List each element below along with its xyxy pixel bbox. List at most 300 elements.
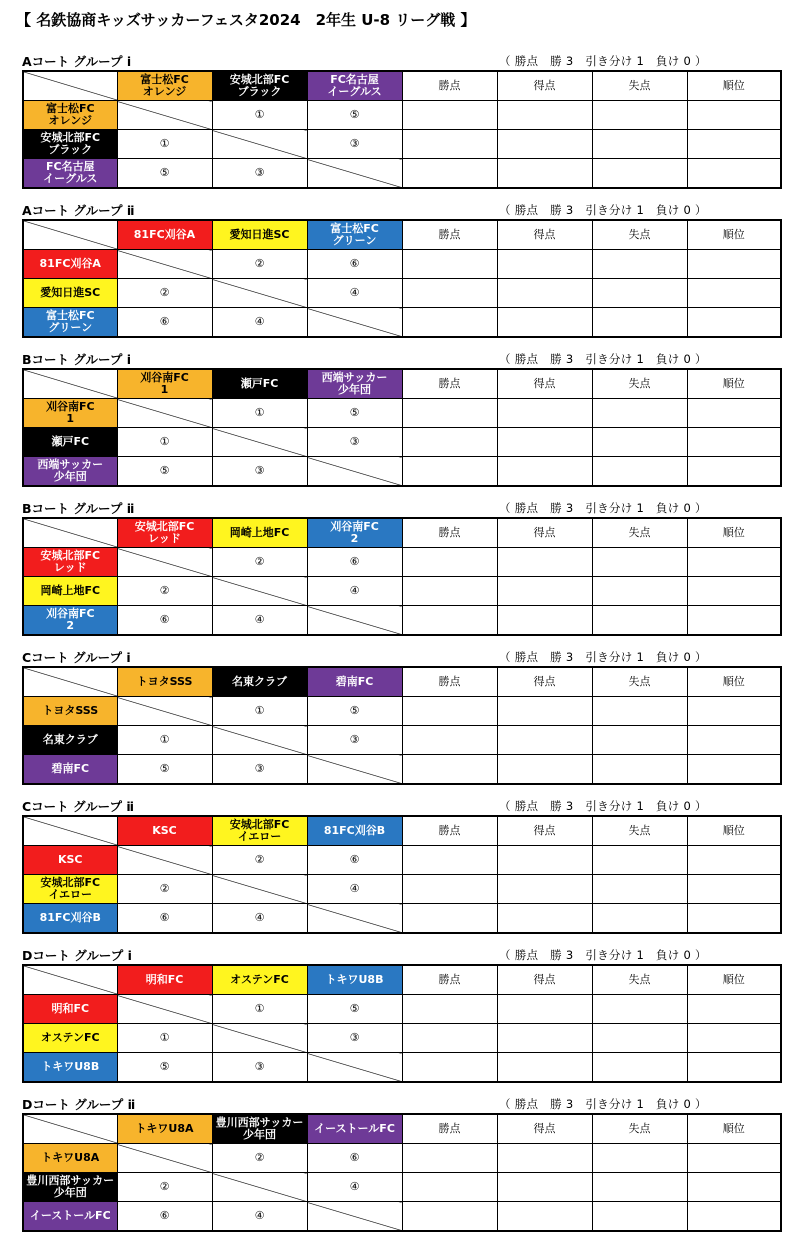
team-row-label: 富士松FC オレンジ xyxy=(23,101,117,130)
result-cell xyxy=(497,399,592,428)
points-rule: （ 勝点 勝 3 引き分け 1 負け 0 ） xyxy=(499,948,707,962)
team-header: 刈谷南FC 2 xyxy=(307,518,402,548)
result-cell xyxy=(687,250,781,279)
result-cell xyxy=(402,875,497,904)
league-table xyxy=(22,815,782,934)
result-cell xyxy=(592,428,687,457)
table-row xyxy=(23,130,781,159)
self-match-cell xyxy=(117,548,212,577)
self-match-cell xyxy=(212,279,307,308)
result-cell xyxy=(592,904,687,934)
result-cell xyxy=(687,101,781,130)
result-cell xyxy=(402,159,497,189)
group-name: Aコート グループ ⅱ xyxy=(22,203,135,218)
match-order-cell: ⑤ xyxy=(117,159,212,189)
result-cell xyxy=(687,846,781,875)
result-cell xyxy=(402,904,497,934)
corner-cell xyxy=(23,816,117,846)
match-order-cell: ⑤ xyxy=(307,399,402,428)
result-cell xyxy=(592,1053,687,1083)
table-row xyxy=(23,875,781,904)
result-cell xyxy=(687,875,781,904)
match-order-cell: ④ xyxy=(307,279,402,308)
result-cell xyxy=(592,250,687,279)
corner-cell xyxy=(23,369,117,399)
team-row-label: 岡崎上地FC xyxy=(23,577,117,606)
result-cell xyxy=(687,726,781,755)
result-cell xyxy=(402,548,497,577)
match-order-cell: ③ xyxy=(212,457,307,487)
team-row-label: 81FC刈谷B xyxy=(23,904,117,934)
result-cell xyxy=(402,279,497,308)
stat-header: 勝点 xyxy=(402,965,497,995)
stat-header: 得点 xyxy=(497,518,592,548)
team-row-label: オステンFC xyxy=(23,1024,117,1053)
table-row xyxy=(23,846,781,875)
group-header xyxy=(22,350,780,368)
self-match-cell xyxy=(307,159,402,189)
result-cell xyxy=(687,697,781,726)
result-cell xyxy=(402,697,497,726)
table-header-row xyxy=(23,220,781,250)
group-name: Dコート グループ ⅱ xyxy=(22,1097,136,1112)
team-header: イーストールFC xyxy=(307,1114,402,1144)
stat-header: 勝点 xyxy=(402,71,497,101)
result-cell xyxy=(687,995,781,1024)
league-group xyxy=(22,946,780,1083)
page-title: 【 名鉄協商キッズサッカーフェスタ2024 2年生 U-8 リーグ戦 】 xyxy=(16,11,476,29)
match-order-cell: ① xyxy=(117,1024,212,1053)
team-header: 明和FC xyxy=(117,965,212,995)
result-cell xyxy=(592,279,687,308)
match-order-cell: ⑥ xyxy=(117,606,212,636)
result-cell xyxy=(592,159,687,189)
result-cell xyxy=(497,1173,592,1202)
league-group xyxy=(22,350,780,487)
result-cell xyxy=(687,279,781,308)
team-row-label: 豊川西部サッカー 少年団 xyxy=(23,1173,117,1202)
match-order-cell: ① xyxy=(117,726,212,755)
result-cell xyxy=(402,1173,497,1202)
table-row xyxy=(23,755,781,785)
league-table xyxy=(22,219,782,338)
table-row xyxy=(23,726,781,755)
points-rule: （ 勝点 勝 3 引き分け 1 負け 0 ） xyxy=(499,54,707,68)
table-row xyxy=(23,577,781,606)
team-header: 81FC刈谷B xyxy=(307,816,402,846)
league-table xyxy=(22,70,782,189)
table-row xyxy=(23,457,781,487)
table-row xyxy=(23,159,781,189)
self-match-cell xyxy=(307,755,402,785)
team-header: 安城北部FC レッド xyxy=(117,518,212,548)
result-cell xyxy=(402,726,497,755)
result-cell xyxy=(592,726,687,755)
team-header: 岡崎上地FC xyxy=(212,518,307,548)
table-row xyxy=(23,101,781,130)
stat-header: 得点 xyxy=(497,816,592,846)
result-cell xyxy=(497,1024,592,1053)
result-cell xyxy=(592,457,687,487)
result-cell xyxy=(402,130,497,159)
stat-header: 失点 xyxy=(592,816,687,846)
match-order-cell: ⑥ xyxy=(307,250,402,279)
team-header: 81FC刈谷A xyxy=(117,220,212,250)
result-cell xyxy=(592,995,687,1024)
team-row-label: 安城北部FC イエロー xyxy=(23,875,117,904)
table-row xyxy=(23,279,781,308)
match-order-cell: ④ xyxy=(212,904,307,934)
result-cell xyxy=(592,606,687,636)
result-cell xyxy=(402,846,497,875)
result-cell xyxy=(402,399,497,428)
team-header: 西端サッカー 少年団 xyxy=(307,369,402,399)
group-header xyxy=(22,201,780,219)
stat-header: 勝点 xyxy=(402,518,497,548)
team-row-label: 安城北部FC レッド xyxy=(23,548,117,577)
points-rule: （ 勝点 勝 3 引き分け 1 負け 0 ） xyxy=(499,799,707,813)
stat-header: 失点 xyxy=(592,369,687,399)
group-header xyxy=(22,499,780,517)
league-group xyxy=(22,797,780,934)
result-cell xyxy=(402,308,497,338)
self-match-cell xyxy=(117,846,212,875)
match-order-cell: ④ xyxy=(212,606,307,636)
table-row xyxy=(23,1173,781,1202)
result-cell xyxy=(592,1202,687,1232)
stat-header: 得点 xyxy=(497,369,592,399)
match-order-cell: ⑥ xyxy=(117,904,212,934)
self-match-cell xyxy=(212,130,307,159)
team-row-label: トキワU8B xyxy=(23,1053,117,1083)
group-name: Aコート グループ ⅰ xyxy=(22,54,132,69)
stat-header: 勝点 xyxy=(402,1114,497,1144)
result-cell xyxy=(497,428,592,457)
result-cell xyxy=(402,428,497,457)
stat-header: 失点 xyxy=(592,667,687,697)
result-cell xyxy=(592,697,687,726)
result-cell xyxy=(402,606,497,636)
result-cell xyxy=(497,995,592,1024)
group-header xyxy=(22,797,780,815)
team-header: 名東クラブ xyxy=(212,667,307,697)
match-order-cell: ④ xyxy=(307,875,402,904)
stat-header: 順位 xyxy=(687,1114,781,1144)
league-table xyxy=(22,517,782,636)
result-cell xyxy=(687,755,781,785)
league-table xyxy=(22,1113,782,1232)
match-order-cell: ④ xyxy=(307,1173,402,1202)
self-match-cell xyxy=(212,577,307,606)
result-cell xyxy=(592,130,687,159)
result-cell xyxy=(497,548,592,577)
team-row-label: 富士松FC グリーン xyxy=(23,308,117,338)
result-cell xyxy=(497,308,592,338)
group-header xyxy=(22,52,780,70)
match-order-cell: ③ xyxy=(212,755,307,785)
match-order-cell: ① xyxy=(117,428,212,457)
result-cell xyxy=(592,1173,687,1202)
table-row xyxy=(23,428,781,457)
self-match-cell xyxy=(307,606,402,636)
points-rule: （ 勝点 勝 3 引き分け 1 負け 0 ） xyxy=(499,501,707,515)
group-name: Dコート グループ ⅰ xyxy=(22,948,132,963)
points-rule: （ 勝点 勝 3 引き分け 1 負け 0 ） xyxy=(499,650,707,664)
stat-header: 勝点 xyxy=(402,667,497,697)
corner-cell xyxy=(23,220,117,250)
stat-header: 順位 xyxy=(687,667,781,697)
match-order-cell: ① xyxy=(212,101,307,130)
team-header: 碧南FC xyxy=(307,667,402,697)
league-table xyxy=(22,666,782,785)
result-cell xyxy=(402,1053,497,1083)
result-cell xyxy=(592,875,687,904)
league-group xyxy=(22,201,780,338)
team-header: トヨタSSS xyxy=(117,667,212,697)
team-row-label: トキワU8A xyxy=(23,1144,117,1173)
team-row-label: 刈谷南FC 1 xyxy=(23,399,117,428)
match-order-cell: ⑥ xyxy=(307,548,402,577)
self-match-cell xyxy=(117,101,212,130)
table-row xyxy=(23,697,781,726)
table-row xyxy=(23,1144,781,1173)
group-header xyxy=(22,648,780,666)
table-header-row xyxy=(23,965,781,995)
stat-header: 得点 xyxy=(497,1114,592,1144)
table-row xyxy=(23,606,781,636)
result-cell xyxy=(497,726,592,755)
team-header: トキワU8B xyxy=(307,965,402,995)
self-match-cell xyxy=(117,995,212,1024)
team-header: FC名古屋 イーグルス xyxy=(307,71,402,101)
result-cell xyxy=(497,606,592,636)
result-cell xyxy=(687,1144,781,1173)
table-row xyxy=(23,995,781,1024)
match-order-cell: ③ xyxy=(212,1053,307,1083)
league-table xyxy=(22,368,782,487)
result-cell xyxy=(497,875,592,904)
stat-header: 順位 xyxy=(687,369,781,399)
team-header: KSC xyxy=(117,816,212,846)
table-row xyxy=(23,1024,781,1053)
points-rule: （ 勝点 勝 3 引き分け 1 負け 0 ） xyxy=(499,352,707,366)
result-cell xyxy=(402,577,497,606)
match-order-cell: ④ xyxy=(212,308,307,338)
result-cell xyxy=(402,1202,497,1232)
match-order-cell: ② xyxy=(212,548,307,577)
result-cell xyxy=(687,1024,781,1053)
match-order-cell: ③ xyxy=(307,1024,402,1053)
result-cell xyxy=(402,457,497,487)
stat-header: 得点 xyxy=(497,71,592,101)
self-match-cell xyxy=(307,457,402,487)
league-group xyxy=(22,52,780,189)
result-cell xyxy=(497,1053,592,1083)
result-cell xyxy=(592,846,687,875)
team-header: 富士松FC オレンジ xyxy=(117,71,212,101)
team-header: 富士松FC グリーン xyxy=(307,220,402,250)
self-match-cell xyxy=(117,697,212,726)
corner-cell xyxy=(23,518,117,548)
self-match-cell xyxy=(212,1024,307,1053)
points-rule: （ 勝点 勝 3 引き分け 1 負け 0 ） xyxy=(499,1097,707,1111)
result-cell xyxy=(497,1144,592,1173)
self-match-cell xyxy=(212,875,307,904)
match-order-cell: ⑤ xyxy=(307,697,402,726)
result-cell xyxy=(592,399,687,428)
team-header: 愛知日進SC xyxy=(212,220,307,250)
result-cell xyxy=(497,279,592,308)
stat-header: 失点 xyxy=(592,518,687,548)
result-cell xyxy=(687,308,781,338)
self-match-cell xyxy=(212,428,307,457)
result-cell xyxy=(592,548,687,577)
table-header-row xyxy=(23,1114,781,1144)
result-cell xyxy=(497,130,592,159)
stat-header: 失点 xyxy=(592,1114,687,1144)
league-group xyxy=(22,1095,780,1232)
result-cell xyxy=(402,995,497,1024)
match-order-cell: ② xyxy=(117,577,212,606)
team-header: 安城北部FC イエロー xyxy=(212,816,307,846)
match-order-cell: ② xyxy=(212,846,307,875)
match-order-cell: ⑤ xyxy=(307,995,402,1024)
match-order-cell: ⑥ xyxy=(307,846,402,875)
group-header xyxy=(22,946,780,964)
self-match-cell xyxy=(117,399,212,428)
match-order-cell: ② xyxy=(212,250,307,279)
league-group xyxy=(22,648,780,785)
team-row-label: 81FC刈谷A xyxy=(23,250,117,279)
match-order-cell: ① xyxy=(117,130,212,159)
result-cell xyxy=(497,1202,592,1232)
result-cell xyxy=(592,308,687,338)
self-match-cell xyxy=(117,1144,212,1173)
points-rule: （ 勝点 勝 3 引き分け 1 負け 0 ） xyxy=(499,203,707,217)
result-cell xyxy=(402,250,497,279)
team-row-label: 安城北部FC ブラック xyxy=(23,130,117,159)
match-order-cell: ① xyxy=(212,995,307,1024)
result-cell xyxy=(497,577,592,606)
team-row-label: 刈谷南FC 2 xyxy=(23,606,117,636)
team-row-label: 碧南FC xyxy=(23,755,117,785)
self-match-cell xyxy=(307,1053,402,1083)
result-cell xyxy=(687,904,781,934)
match-order-cell: ⑤ xyxy=(117,755,212,785)
team-row-label: 愛知日進SC xyxy=(23,279,117,308)
team-row-label: FC名古屋 イーグルス xyxy=(23,159,117,189)
team-header: トキワU8A xyxy=(117,1114,212,1144)
match-order-cell: ① xyxy=(212,697,307,726)
match-order-cell: ③ xyxy=(307,428,402,457)
match-order-cell: ⑥ xyxy=(117,308,212,338)
result-cell xyxy=(687,1053,781,1083)
result-cell xyxy=(687,457,781,487)
stat-header: 失点 xyxy=(592,220,687,250)
match-order-cell: ② xyxy=(117,875,212,904)
corner-cell xyxy=(23,667,117,697)
stat-header: 勝点 xyxy=(402,816,497,846)
team-header: 豊川西部サッカー 少年団 xyxy=(212,1114,307,1144)
stat-header: 勝点 xyxy=(402,220,497,250)
stat-header: 順位 xyxy=(687,965,781,995)
result-cell xyxy=(592,1144,687,1173)
result-cell xyxy=(687,159,781,189)
self-match-cell xyxy=(307,1202,402,1232)
team-row-label: 名東クラブ xyxy=(23,726,117,755)
match-order-cell: ③ xyxy=(212,159,307,189)
stat-header: 勝点 xyxy=(402,369,497,399)
match-order-cell: ⑥ xyxy=(117,1202,212,1232)
table-row xyxy=(23,1053,781,1083)
result-cell xyxy=(497,904,592,934)
team-row-label: 瀬戸FC xyxy=(23,428,117,457)
result-cell xyxy=(592,755,687,785)
result-cell xyxy=(497,846,592,875)
result-cell xyxy=(497,755,592,785)
corner-cell xyxy=(23,71,117,101)
match-order-cell: ③ xyxy=(307,130,402,159)
self-match-cell xyxy=(212,726,307,755)
stat-header: 得点 xyxy=(497,667,592,697)
match-order-cell: ④ xyxy=(307,577,402,606)
result-cell xyxy=(687,577,781,606)
result-cell xyxy=(402,1144,497,1173)
result-cell xyxy=(402,755,497,785)
match-order-cell: ⑥ xyxy=(307,1144,402,1173)
self-match-cell xyxy=(307,308,402,338)
table-header-row xyxy=(23,518,781,548)
stat-header: 順位 xyxy=(687,816,781,846)
group-name: Cコート グループ ⅰ xyxy=(22,650,131,665)
result-cell xyxy=(687,606,781,636)
result-cell xyxy=(592,577,687,606)
result-cell xyxy=(402,1024,497,1053)
league-group xyxy=(22,499,780,636)
stat-header: 失点 xyxy=(592,965,687,995)
table-row xyxy=(23,548,781,577)
result-cell xyxy=(592,101,687,130)
result-cell xyxy=(687,1202,781,1232)
self-match-cell xyxy=(117,250,212,279)
match-order-cell: ② xyxy=(212,1144,307,1173)
table-header-row xyxy=(23,816,781,846)
result-cell xyxy=(497,697,592,726)
team-row-label: イーストールFC xyxy=(23,1202,117,1232)
group-header xyxy=(22,1095,780,1113)
result-cell xyxy=(592,1024,687,1053)
result-cell xyxy=(402,101,497,130)
stat-header: 順位 xyxy=(687,518,781,548)
stat-header: 得点 xyxy=(497,965,592,995)
stat-header: 得点 xyxy=(497,220,592,250)
team-header: 刈谷南FC 1 xyxy=(117,369,212,399)
result-cell xyxy=(687,1173,781,1202)
table-header-row xyxy=(23,71,781,101)
match-order-cell: ② xyxy=(117,279,212,308)
result-cell xyxy=(687,130,781,159)
match-order-cell: ③ xyxy=(307,726,402,755)
match-order-cell: ① xyxy=(212,399,307,428)
match-order-cell: ⑤ xyxy=(117,457,212,487)
self-match-cell xyxy=(212,1173,307,1202)
match-order-cell: ⑤ xyxy=(307,101,402,130)
stat-header: 順位 xyxy=(687,71,781,101)
table-header-row xyxy=(23,667,781,697)
team-row-label: 西端サッカー 少年団 xyxy=(23,457,117,487)
result-cell xyxy=(497,250,592,279)
stat-header: 順位 xyxy=(687,220,781,250)
